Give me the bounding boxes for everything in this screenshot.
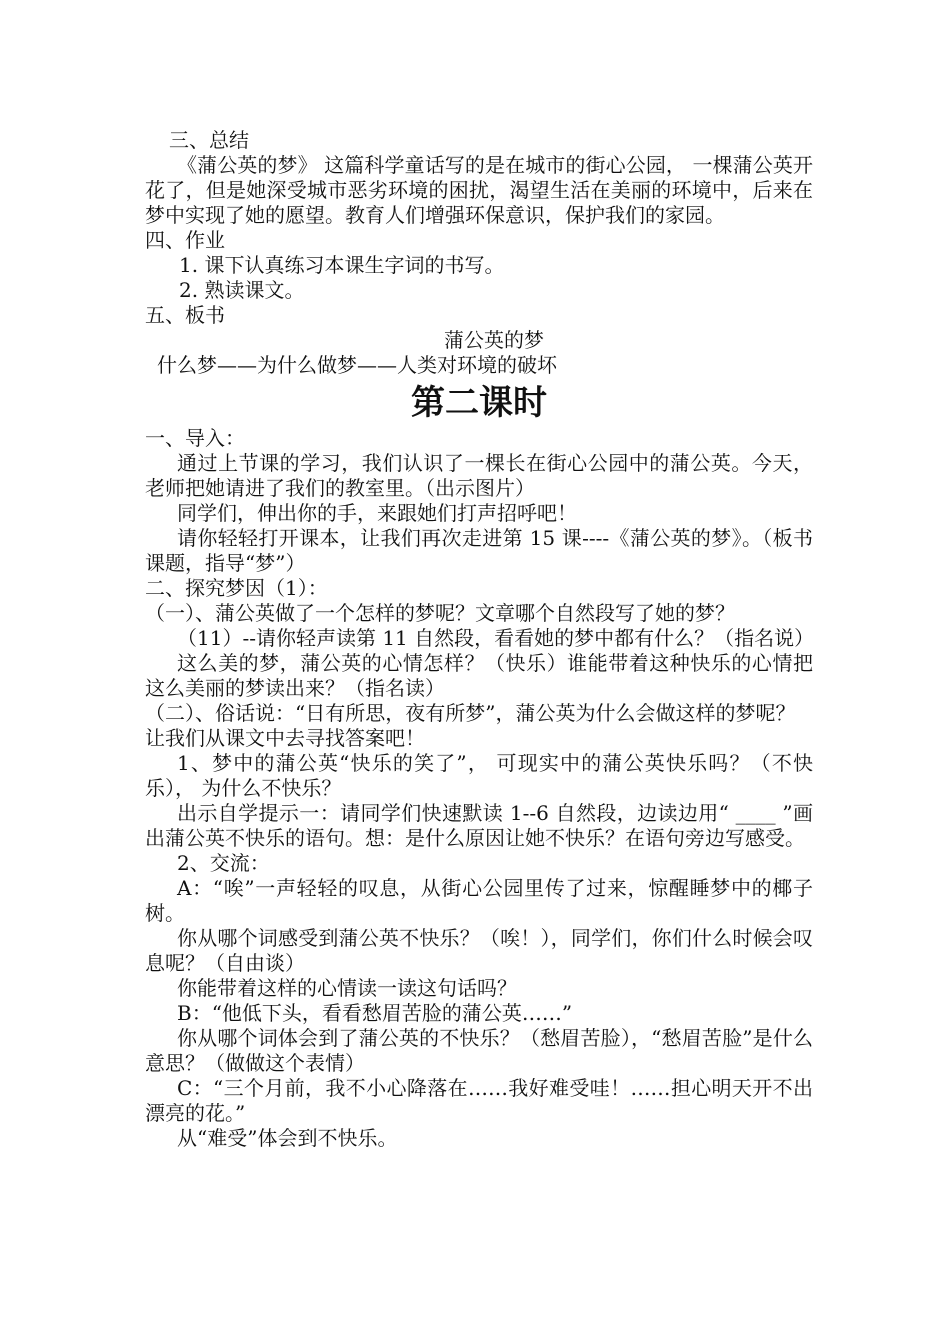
section-heading-summary: 三、总结: [169, 128, 249, 152]
quote-c-note: 从“难受”体会到不快乐。: [177, 1126, 398, 1150]
quote-a-question: 你从哪个词感受到蒲公英不快乐？（唉！），同学们，你们什么时候会叹息呢？（自由谈）: [145, 926, 813, 975]
section-heading-intro: 一、导入：: [145, 426, 245, 450]
quote-a-read: 你能带着这样的心情读一读这句话吗？: [177, 976, 517, 1000]
board-title: 蒲公英的梦: [444, 328, 544, 352]
intro-paragraph: 同学们，伸出你的手，来跟她们打声招呼吧！: [177, 501, 577, 525]
quote-b: B：“他低下头，看看愁眉苦脸的蒲公英……”: [177, 1001, 573, 1025]
exchange-heading: 2、交流：: [177, 851, 270, 875]
question-one-follow: 这么美的梦，蒲公英的心情怎样？（快乐）谁能带着这种快乐的心情把这么美丽的梦读出来？（指名读）: [145, 651, 813, 700]
section-heading-homework: 四、作业: [145, 228, 225, 252]
homework-item: 2. 熟读课文。: [179, 278, 305, 302]
quote-c: C：“三个月前，我不小心降落在……我好难受哇！……担心明天开不出漂亮的花。”: [145, 1076, 813, 1125]
lesson-two-title: 第二课时: [411, 383, 547, 423]
board-line: 什么梦——为什么做梦——人类对环境的破坏: [157, 353, 557, 377]
section-heading-board: 五、板书: [145, 303, 225, 327]
question-two: （二）、俗话说：“日有所思，夜有所梦”，蒲公英为什么会做这样的梦呢？让我们从课文中去寻找答案吧！: [145, 701, 796, 750]
question-one: （一）、蒲公英做了一个怎样的梦呢？文章哪个自然段写了她的梦？: [145, 601, 735, 625]
document-body: [145, 128, 813, 1151]
quote-b-question: 你从哪个词体会到了蒲公英的不快乐？（愁眉苦脸），“愁眉苦脸”是什么意思？（做做这个表情）: [145, 1026, 813, 1075]
quote-a: A：“唉”一声轻轻的叹息，从街心公园里传了过来，惊醒睡梦中的椰子树。: [145, 876, 813, 925]
section-heading-explore: 二、探究梦因（1）：: [145, 576, 328, 600]
intro-paragraph: 通过上节课的学习，我们认识了一棵长在街心公园中的蒲公英。今天，老师把她请进了我们的教室里。（出示图片）: [145, 451, 813, 500]
question-one-detail: （11）--请你轻声读第 11 自然段，看看她的梦中都有什么？（指名说）: [177, 626, 815, 650]
intro-paragraph: 请你轻轻打开课本，让我们再次走进第 15 课----《蒲公英的梦》。（板书课题，指导“梦”）: [145, 526, 813, 575]
summary-paragraph: 《蒲公英的梦》 这篇科学童话写的是在城市的街心公园， 一棵蒲公英开花了，但是她深受城市恶劣环境的困扰，渴望生活在美丽的环境中，后来在梦中实现了她的愿望。教育人们增强环保意识，保护我们的家园。: [145, 153, 813, 227]
question-two-point-one: 1、梦中的蒲公英“快乐的笑了”， 可现实中的蒲公英快乐吗？（不快乐）， 为什么不快乐？: [145, 751, 813, 800]
homework-item: 1. 课下认真练习本课生字词的书写。: [179, 253, 505, 277]
self-study-hint: 出示自学提示一：请同学们快速默读 1--6 自然段，边读边用“ ____ ”画出蒲公英不快乐的语句。想：是什么原因让她不快乐？在语句旁边写感受。: [145, 801, 813, 850]
